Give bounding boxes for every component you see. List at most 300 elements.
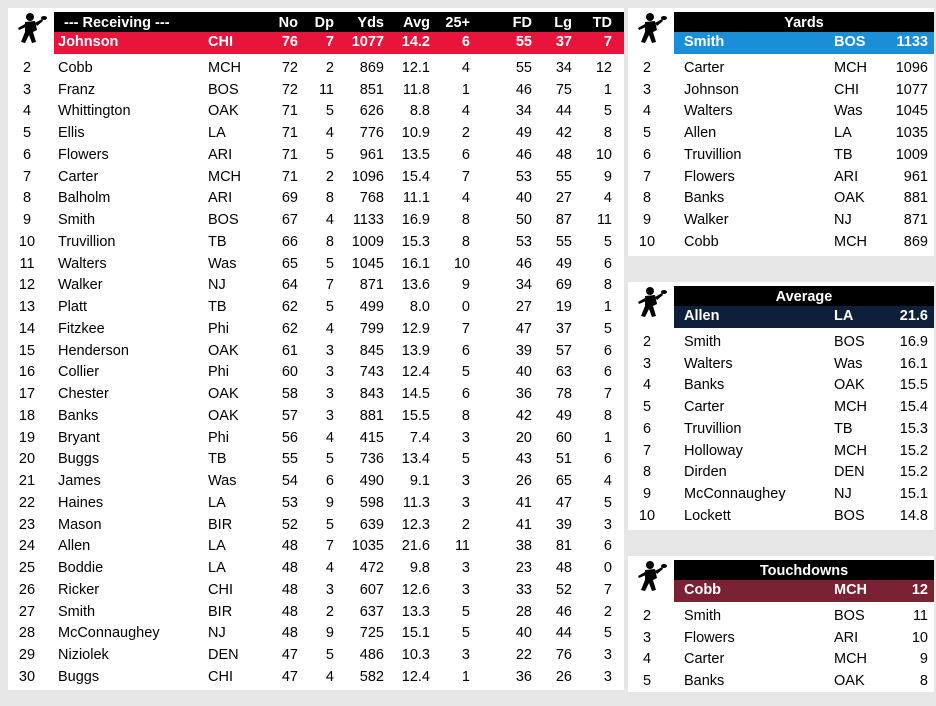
receiving-no: 48 xyxy=(281,538,298,555)
receiving-lg: 78 xyxy=(555,386,572,402)
receiving-player-name: Bryant xyxy=(58,429,100,446)
receiving-yds: 736 xyxy=(359,451,384,468)
receiving-fd: 27 xyxy=(515,299,532,315)
receiving-no: 54 xyxy=(281,473,298,489)
receiving-lg: 34 xyxy=(555,59,572,76)
touchdowns-team: MCH xyxy=(834,582,868,598)
receiving-row xyxy=(8,319,624,341)
yards-team: MCH xyxy=(834,233,868,250)
receiving-no: 52 xyxy=(281,516,298,533)
receiving-no: 61 xyxy=(281,342,298,359)
receiving-rank: 15 xyxy=(18,342,36,359)
receiving-rank: 23 xyxy=(18,516,36,533)
receiving-no: 47 xyxy=(281,647,298,663)
average-value: 16.9 xyxy=(899,333,928,350)
average-value: 15.1 xyxy=(899,486,928,502)
football-player-icon xyxy=(628,8,672,52)
receiving-team: Phi xyxy=(208,364,229,381)
receiving-avg: 12.6 xyxy=(401,581,430,598)
receiving-25plus: 4 xyxy=(461,59,470,76)
receiving-avg: 11.1 xyxy=(402,190,430,207)
receiving-td: 4 xyxy=(603,190,612,207)
yards-title: Yards xyxy=(784,15,824,31)
receiving-td: 6 xyxy=(603,538,612,555)
receiving-25plus: 1 xyxy=(461,668,470,685)
receiving-td: 5 xyxy=(603,103,612,120)
receiving-lg: 37 xyxy=(555,320,572,337)
receiving-team: DEN xyxy=(208,647,239,663)
touchdowns-value: 8 xyxy=(919,673,928,689)
receiving-panel xyxy=(8,8,624,690)
touchdowns-value: 12 xyxy=(911,582,928,598)
receiving-dp: 5 xyxy=(325,451,334,468)
yards-player-name: Walker xyxy=(684,212,729,228)
receiving-rank: 13 xyxy=(18,299,36,315)
receiving-td: 7 xyxy=(603,581,612,598)
receiving-player-name: Smith xyxy=(58,212,96,228)
receiving-no: 48 xyxy=(281,603,298,620)
receiving-team: OAK xyxy=(208,386,239,402)
yards-row xyxy=(628,123,934,145)
receiving-avg: 11.3 xyxy=(402,494,430,511)
receiving-yds: 415 xyxy=(359,429,384,446)
receiving-rank: 7 xyxy=(22,168,32,185)
receiving-team: Was xyxy=(208,255,237,272)
receiving-no: 71 xyxy=(281,125,298,141)
receiving-avg: 15.1 xyxy=(401,625,430,642)
yards-row xyxy=(674,32,934,54)
yards-team: OAK xyxy=(834,190,865,207)
receiving-yds: 1096 xyxy=(351,168,384,185)
receiving-avg: 15.5 xyxy=(401,407,430,424)
receiving-td: 3 xyxy=(603,668,612,685)
receiving-yds: 743 xyxy=(359,364,384,381)
receiving-fd: 22 xyxy=(515,647,532,663)
receiving-rank: 27 xyxy=(18,603,36,620)
average-rank: 6 xyxy=(642,420,652,437)
receiving-avg: 12.4 xyxy=(401,364,430,381)
receiving-row xyxy=(8,188,624,210)
receiving-25plus: 4 xyxy=(461,103,470,120)
touchdowns-value: 11 xyxy=(912,607,928,624)
receiving-yds: 881 xyxy=(359,407,384,424)
average-panel xyxy=(628,282,934,530)
receiving-rank: 17 xyxy=(18,386,36,402)
receiving-rank: 3 xyxy=(22,81,32,98)
yards-value: 871 xyxy=(903,212,928,228)
yards-rank: 9 xyxy=(642,212,652,228)
receiving-avg: 13.4 xyxy=(401,451,430,468)
receiving-team: CHI xyxy=(208,581,233,598)
average-player-name: Banks xyxy=(684,377,725,394)
receiving-player-name: Walker xyxy=(58,277,103,294)
receiving-25plus: 0 xyxy=(461,299,470,315)
receiving-row xyxy=(8,406,624,428)
receiving-player-name: Chester xyxy=(58,386,109,402)
yards-panel xyxy=(628,8,934,256)
average-header xyxy=(674,286,934,308)
average-team: TB xyxy=(834,420,853,437)
receiving-fd: 41 xyxy=(515,516,532,533)
yards-row xyxy=(628,80,934,102)
receiving-lg: 81 xyxy=(555,538,572,555)
receiving-rank: 18 xyxy=(18,407,36,424)
receiving-avg: 12.1 xyxy=(401,59,430,76)
receiving-td: 6 xyxy=(603,255,612,272)
receiving-yds: 626 xyxy=(359,103,384,120)
yards-row xyxy=(628,145,934,167)
touchdowns-player-name: Cobb xyxy=(684,582,722,598)
average-rank: 9 xyxy=(642,486,652,502)
receiving-team: LA xyxy=(208,125,226,141)
receiving-header xyxy=(54,12,624,34)
receiving-25plus: 3 xyxy=(461,647,470,663)
receiving-lg: 57 xyxy=(555,342,572,359)
receiving-td: 1 xyxy=(603,81,612,98)
average-team: MCH xyxy=(834,399,868,415)
yards-player-name: Allen xyxy=(684,125,717,141)
receiving-no: 62 xyxy=(281,299,298,315)
receiving-row xyxy=(8,667,624,689)
receiving-player-name: Balholm xyxy=(58,190,111,207)
touchdowns-rank: 4 xyxy=(642,651,652,668)
receiving-player-name: Carter xyxy=(58,168,99,185)
receiving-yds: 1009 xyxy=(351,233,384,250)
receiving-player-name: Flowers xyxy=(58,146,109,163)
receiving-avg: 15.4 xyxy=(401,168,430,185)
receiving-yds: 961 xyxy=(359,146,384,163)
receiving-avg: 14.5 xyxy=(401,386,430,402)
receiving-rank: 12 xyxy=(18,277,36,294)
average-row xyxy=(628,354,934,376)
receiving-dp: 5 xyxy=(325,146,334,163)
receiving-row xyxy=(8,515,624,537)
receiving-no: 48 xyxy=(281,625,298,642)
receiving-lg: 37 xyxy=(555,34,572,50)
receiving-player-name: Ricker xyxy=(58,581,100,598)
receiving-dp: 4 xyxy=(325,668,334,685)
receiving-row xyxy=(8,645,624,667)
receiving-yds: 486 xyxy=(359,647,384,663)
receiving-fd: 55 xyxy=(515,34,532,50)
receiving-no: 67 xyxy=(281,212,298,228)
receiving-row xyxy=(8,297,624,319)
receiving-fd: 42 xyxy=(515,407,532,424)
receiving-lg: 46 xyxy=(555,603,572,620)
receiving-player-name: Henderson xyxy=(58,342,129,359)
touchdowns-rank: 3 xyxy=(642,629,652,646)
receiving-yds: 639 xyxy=(359,516,384,533)
receiving-fd: 49 xyxy=(515,125,532,141)
receiving-25plus: 6 xyxy=(461,342,470,359)
receiving-row xyxy=(8,123,624,145)
receiving-lg: 27 xyxy=(555,190,572,207)
average-player-name: Carter xyxy=(684,399,725,415)
yards-team: CHI xyxy=(834,81,859,98)
yards-team: TB xyxy=(834,146,853,163)
receiving-no: 64 xyxy=(281,277,298,294)
receiving-dp: 3 xyxy=(325,407,334,424)
receiving-fd: 46 xyxy=(515,255,532,272)
receiving-team: Phi xyxy=(208,429,229,446)
yards-team: ARI xyxy=(834,168,859,185)
receiving-no: 48 xyxy=(281,581,298,598)
receiving-25plus: 1 xyxy=(461,81,470,98)
receiving-team: OAK xyxy=(208,407,239,424)
receiving-team: MCH xyxy=(208,59,242,76)
receiving-dp: 2 xyxy=(325,59,334,76)
yards-rank: 10 xyxy=(638,233,656,250)
receiving-lg: 55 xyxy=(555,233,572,250)
receiving-no: 62 xyxy=(281,320,298,337)
receiving-fd: 20 xyxy=(515,429,532,446)
receiving-yds: 472 xyxy=(359,560,384,576)
receiving-row xyxy=(8,101,624,123)
receiving-rank: 5 xyxy=(22,125,32,141)
receiving-25plus: 8 xyxy=(461,212,470,228)
receiving-lg: 44 xyxy=(555,103,572,120)
receiving-rank: 11 xyxy=(19,255,35,272)
receiving-no: 72 xyxy=(281,81,298,98)
yards-header xyxy=(674,12,934,34)
receiving-rank: 29 xyxy=(18,647,36,663)
receiving-no: 71 xyxy=(281,103,298,120)
receiving-td: 8 xyxy=(603,277,612,294)
receiving-fd: 23 xyxy=(515,560,532,576)
receiving-fd: 47 xyxy=(515,320,532,337)
receiving-no: 69 xyxy=(281,190,298,207)
yards-rank: 7 xyxy=(642,168,652,185)
average-rank: 7 xyxy=(642,442,652,459)
touchdowns-value: 10 xyxy=(911,629,928,646)
receiving-team: BIR xyxy=(208,516,233,533)
yards-value: 1133 xyxy=(896,34,928,50)
receiving-25plus: 3 xyxy=(461,429,470,446)
receiving-dp: 9 xyxy=(325,494,334,511)
receiving-dp: 11 xyxy=(318,81,334,98)
average-row xyxy=(628,419,934,441)
receiving-td: 0 xyxy=(603,560,612,576)
receiving-25plus: 8 xyxy=(461,407,470,424)
receiving-td: 8 xyxy=(603,125,612,141)
receiving-row xyxy=(8,254,624,276)
receiving-dp: 7 xyxy=(325,277,334,294)
receiving-fd: 50 xyxy=(515,212,532,228)
receiving-fd: 34 xyxy=(515,103,532,120)
touchdowns-rank: 2 xyxy=(642,607,652,624)
receiving-team: Was xyxy=(208,473,237,489)
yards-rank: 8 xyxy=(642,190,652,207)
receiving-dp: 4 xyxy=(325,560,334,576)
receiving-yds: 1133 xyxy=(352,212,384,228)
col-header-no: No xyxy=(278,15,298,31)
receiving-td: 5 xyxy=(603,625,612,642)
receiving-avg: 12.3 xyxy=(401,516,430,533)
receiving-row xyxy=(8,167,624,189)
receiving-lg: 75 xyxy=(555,81,572,98)
receiving-yds: 843 xyxy=(359,386,384,402)
receiving-25plus: 5 xyxy=(461,451,470,468)
receiving-player-name: Franz xyxy=(58,81,96,98)
average-team: DEN xyxy=(834,464,865,481)
receiving-25plus: 9 xyxy=(461,277,470,294)
yards-player-name: Smith xyxy=(684,34,725,50)
receiving-yds: 869 xyxy=(359,59,384,76)
receiving-no: 58 xyxy=(281,386,298,402)
receiving-td: 11 xyxy=(596,212,612,228)
receiving-td: 10 xyxy=(595,146,612,163)
average-team: NJ xyxy=(834,486,852,502)
touchdowns-team: BOS xyxy=(834,607,865,624)
receiving-lg: 76 xyxy=(555,647,572,663)
receiving-row xyxy=(8,471,624,493)
touchdowns-header xyxy=(674,560,934,582)
average-row xyxy=(628,484,934,506)
average-value: 15.4 xyxy=(899,399,928,415)
receiving-lg: 48 xyxy=(555,560,572,576)
average-value: 15.2 xyxy=(899,442,928,459)
receiving-team: TB xyxy=(208,233,227,250)
yards-team: LA xyxy=(834,125,852,141)
receiving-td: 3 xyxy=(603,647,612,663)
touchdowns-player-name: Banks xyxy=(684,673,725,689)
receiving-lg: 39 xyxy=(555,516,572,533)
receiving-td: 7 xyxy=(603,34,612,50)
receiving-player-name: Niziolek xyxy=(58,647,109,663)
receiving-row xyxy=(8,428,624,450)
receiving-dp: 5 xyxy=(325,299,334,315)
average-value: 15.3 xyxy=(899,420,928,437)
touchdowns-team: MCH xyxy=(834,651,868,668)
receiving-avg: 12.9 xyxy=(401,320,430,337)
col-header-td: TD xyxy=(592,15,612,31)
average-player-name: Smith xyxy=(684,333,722,350)
receiving-fd: 46 xyxy=(515,146,532,163)
receiving-dp: 4 xyxy=(325,212,334,228)
receiving-fd: 26 xyxy=(515,473,532,489)
touchdowns-player-name: Carter xyxy=(684,651,725,668)
receiving-fd: 53 xyxy=(515,168,532,185)
receiving-no: 76 xyxy=(281,34,298,50)
receiving-25plus: 5 xyxy=(461,364,470,381)
col-header-yds: Yds xyxy=(357,15,384,31)
receiving-dp: 5 xyxy=(325,516,334,533)
receiving-lg: 26 xyxy=(555,668,572,685)
receiving-avg: 13.6 xyxy=(401,277,430,294)
receiving-yds: 598 xyxy=(359,494,384,511)
receiving-avg: 11.8 xyxy=(402,81,430,98)
average-rank: 3 xyxy=(642,355,652,372)
receiving-dp: 8 xyxy=(325,233,334,250)
receiving-dp: 6 xyxy=(325,473,334,489)
yards-row xyxy=(628,188,934,210)
receiving-dp: 3 xyxy=(325,581,334,598)
yards-player-name: Carter xyxy=(684,59,725,76)
receiving-team: ARI xyxy=(208,146,233,163)
receiving-rank: 28 xyxy=(18,625,36,642)
receiving-dp: 7 xyxy=(325,538,334,555)
football-player-icon xyxy=(628,556,672,600)
receiving-fd: 36 xyxy=(515,386,532,402)
receiving-yds: 1035 xyxy=(351,538,384,555)
receiving-team: BOS xyxy=(208,212,239,228)
yards-team: MCH xyxy=(834,59,868,76)
receiving-row xyxy=(8,210,624,232)
receiving-lg: 48 xyxy=(555,146,572,163)
average-team: LA xyxy=(834,308,854,324)
receiving-no: 53 xyxy=(281,494,298,511)
receiving-team: LA xyxy=(208,560,226,576)
receiving-yds: 845 xyxy=(359,342,384,359)
receiving-yds: 776 xyxy=(359,125,384,141)
receiving-dp: 4 xyxy=(325,125,334,141)
receiving-row xyxy=(8,145,624,167)
yards-player-name: Johnson xyxy=(684,81,739,98)
average-team: BOS xyxy=(834,507,865,524)
receiving-rank: 4 xyxy=(22,103,32,120)
receiving-lg: 49 xyxy=(555,255,572,272)
receiving-avg: 10.3 xyxy=(401,647,430,663)
receiving-25plus: 6 xyxy=(461,146,470,163)
receiving-team: CHI xyxy=(208,34,233,50)
receiving-lg: 65 xyxy=(555,473,572,489)
receiving-lg: 69 xyxy=(555,277,572,294)
receiving-avg: 12.4 xyxy=(401,668,430,685)
receiving-rank: 9 xyxy=(22,212,32,228)
touchdowns-rank: 5 xyxy=(642,673,652,689)
receiving-lg: 47 xyxy=(555,494,572,511)
receiving-player-name: Collier xyxy=(58,364,100,381)
receiving-player-name: Haines xyxy=(58,494,104,511)
receiving-td: 5 xyxy=(603,320,612,337)
yards-row xyxy=(628,101,934,123)
average-rank: 4 xyxy=(642,377,652,394)
receiving-lg: 63 xyxy=(555,364,572,381)
receiving-td: 6 xyxy=(603,364,612,381)
average-title: Average xyxy=(775,289,833,305)
receiving-team: MCH xyxy=(208,168,242,185)
touchdowns-player-name: Smith xyxy=(684,607,722,624)
yards-team: BOS xyxy=(834,34,866,50)
yards-team: Was xyxy=(834,103,863,120)
receiving-fd: 33 xyxy=(515,581,532,598)
receiving-avg: 15.3 xyxy=(401,233,430,250)
average-row xyxy=(674,306,934,328)
receiving-team: OAK xyxy=(208,103,239,120)
receiving-team: Phi xyxy=(208,320,229,337)
average-player-name: Truvillion xyxy=(684,420,742,437)
receiving-td: 6 xyxy=(603,342,612,359)
receiving-player-name: Smith xyxy=(58,603,96,620)
receiving-avg: 8.8 xyxy=(409,103,430,120)
yards-rank: 2 xyxy=(642,59,652,76)
receiving-fd: 36 xyxy=(515,668,532,685)
touchdowns-row xyxy=(628,649,934,671)
average-team: OAK xyxy=(834,377,865,394)
yards-rank: 3 xyxy=(642,81,652,98)
receiving-row xyxy=(8,384,624,406)
receiving-avg: 13.5 xyxy=(401,146,430,163)
receiving-lg: 44 xyxy=(555,625,572,642)
receiving-fd: 43 xyxy=(515,451,532,468)
touchdowns-player-name: Flowers xyxy=(684,629,735,646)
receiving-team: NJ xyxy=(208,625,226,642)
receiving-td: 1 xyxy=(603,299,612,315)
receiving-avg: 13.3 xyxy=(401,603,430,620)
receiving-lg: 19 xyxy=(555,299,572,315)
receiving-dp: 2 xyxy=(325,168,334,185)
receiving-td: 4 xyxy=(603,473,612,489)
